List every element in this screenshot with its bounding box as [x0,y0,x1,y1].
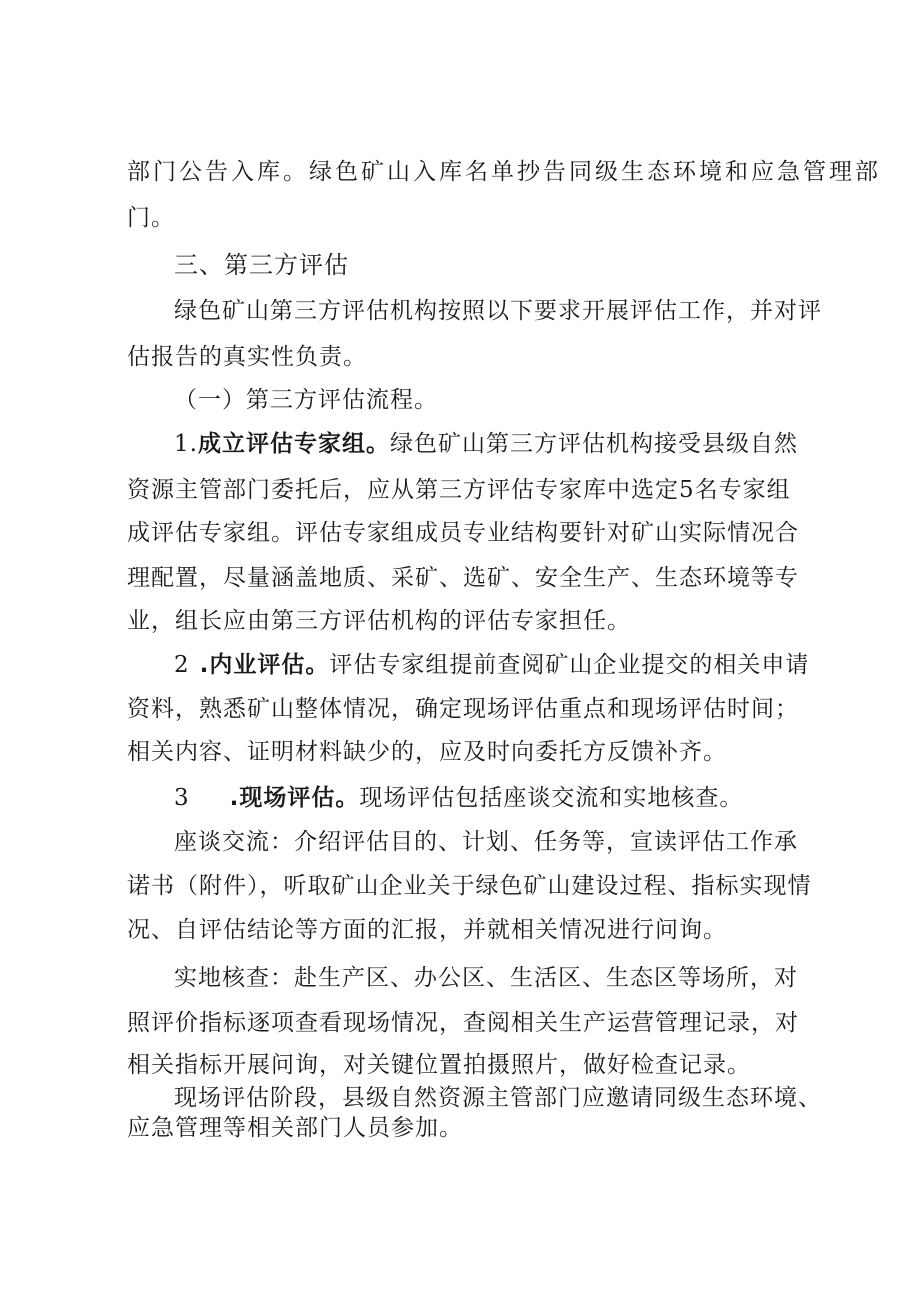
paragraph-line: 照评价指标逐项查看现场情况，查阅相关生产运营管理记录，对 [127,1010,799,1036]
paragraph-line: 绿色矿山第三方评估机构按照以下要求开展评估工作，并对评 [174,298,822,324]
paragraph-line: 部门公告入库。绿色矿山入库名单抄告同级生态环境和应急管理部 [127,159,881,185]
list-item-text: 评估专家组提前查阅矿山企业提交的相关申请 [329,652,810,678]
list-item-line [174,429,798,459]
section-heading: 三、第三方评估 [174,251,349,279]
paragraph-line: 资料，熟悉矿山整体情况，确定现场评估重点和现场评估时间； [127,696,799,722]
paragraph-line: 资源主管部门委托后，应从第三方评估专家库中选定5名专家组 [127,477,791,503]
list-item-heading: 成立评估专家组。 [197,431,390,457]
list-item-text: 现场评估包括座谈交流和实地核查。 [359,785,744,811]
paragraph-line: 座谈交流：介绍评估目的、计划、任务等，宣读评估工作承 [174,829,798,855]
paragraph-line: 应急管理等相关部门人员参加。 [127,1115,463,1141]
paragraph-line: 估报告的真实性负责。 [127,344,367,370]
paragraph-line: 门。 [127,205,175,231]
paragraph-line: 况、自评估结论等方面的汇报，并就相关情况进行问询。 [127,917,727,943]
paragraph-line: 相关内容、证明材料缺少的，应及时向委托方反馈补齐。 [127,739,727,765]
paragraph-line: 相关指标开展问询，对关键位置拍摄照片，做好检查记录。 [127,1052,751,1078]
list-item-line [174,783,743,813]
subsection-heading: （一）第三方评估流程。 [174,387,438,413]
list-item-text: 绿色矿山第三方评估机构接受县级自然 [389,431,798,457]
list-item-number: 1. [174,431,198,457]
list-item-number: 2 [174,652,190,678]
paragraph-line: 实地核查：赴生产区、办公区、生活区、生态区等场所，对 [174,965,798,991]
list-item-heading: .内业评估。 [199,652,330,678]
list-item-number: 3 [174,785,190,811]
paragraph-line: 业，组长应由第三方评估机构的评估专家担任。 [127,608,631,634]
list-item-line [174,650,809,680]
paragraph-line: 现场评估阶段，县级自然资源主管部门应邀请同级生态环境、 [174,1085,822,1111]
paragraph-line: 理配置，尽量涵盖地质、采矿、选矿、安全生产、生态环境等专 [127,565,799,591]
list-item-heading: .现场评估。 [229,785,360,811]
paragraph-line: 成评估专家组。评估专家组成员专业结构要针对矿山实际情况合 [127,520,799,546]
paragraph-line: 诺书（附件），听取矿山企业关于绿色矿山建设过程、指标实现情 [127,873,812,899]
